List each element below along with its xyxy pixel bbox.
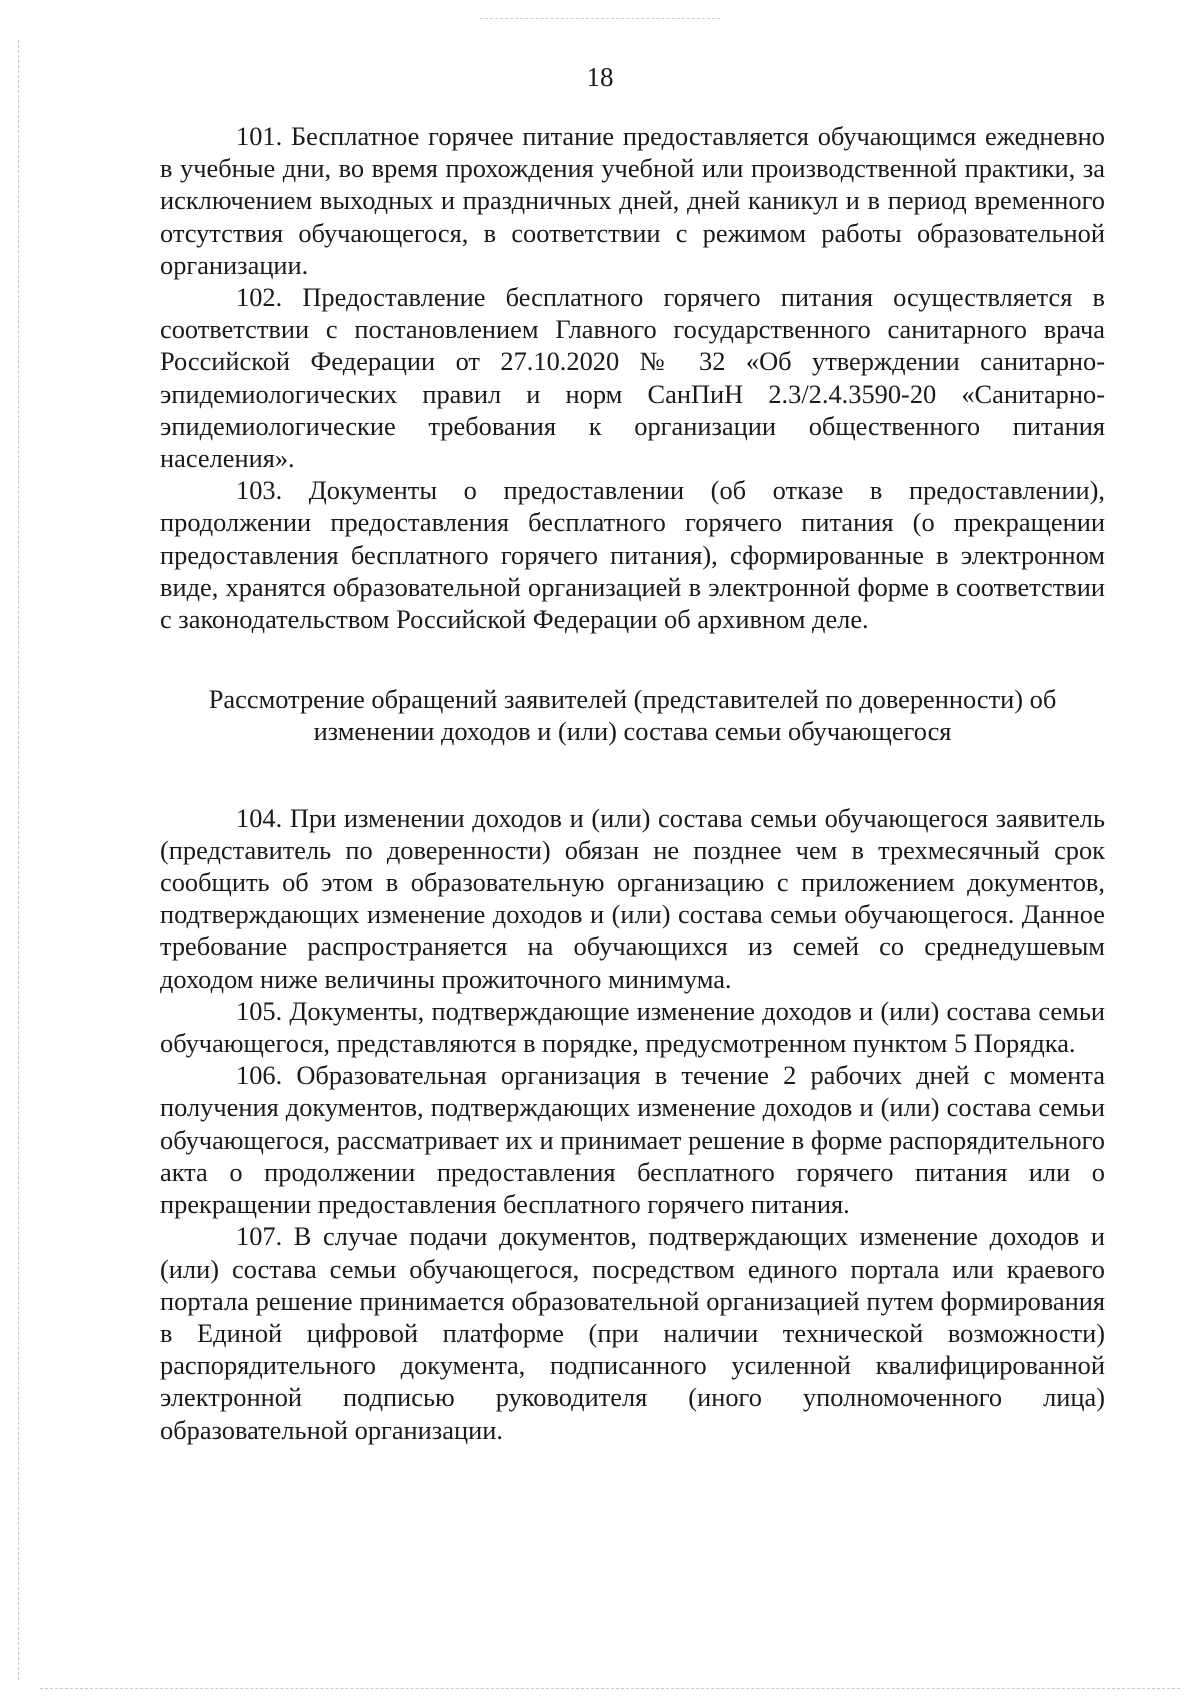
paragraph-101: 101. Бесплатное горячее питание предоставляется обучающимся ежедневно в учебные дни, во время прохождения учебной или производственной практики, за исключением выходных и праздничных дней, дней каникул и в период временного отсутствия обучающегося, в соответствии с режимом работы образовательной организации. (160, 121, 1105, 280)
paragraph-103: 103. Документы о предоставлении (об отказе в предоставлении), продолжении предоставления бесплатного горячего питания (о прекращении предоставления бесплатного горячего питания), сформированные в электронном виде, хранятся образовательной организацией в электронной форме в соответствии с законодательством Российской Федерации об архивном деле. (160, 475, 1105, 635)
section-heading-line-2: изменении доходов и (или) состава семьи обучающегося (313, 716, 952, 747)
paragraph-102: 102. Предоставление бесплатного горячего питания осуществляется в соответствии с постановлением Главного государственного санитарного врача Российской Федерации от 27.10.2020 № 32 «Об утверждении санитарно-эпидемиологических правил и норм СанПиН 2.3/2.4.3590-20 «Санитарно-эпидемиологические требования к организации общественного питания населения». (160, 282, 1105, 474)
section-heading (160, 683, 1105, 747)
scan-edge-top (480, 18, 720, 19)
section-heading-line-1: Рассмотрение обращений заявителей (представителей по доверенности) об (208, 684, 1057, 715)
scan-edge-left (18, 40, 19, 1680)
paragraph-105: 105. Документы, подтверждающие изменение доходов и (или) состава семьи обучающегося, представляются в порядке, предусмотренном пунктом 5 Порядка. (160, 995, 1105, 1059)
page-number: 18 (586, 62, 614, 92)
paragraph-106: 106. Образовательная организация в течение 2 рабочих дней с момента получения документов, подтверждающих изменение доходов и (или) состава семьи обучающегося, рассматривает их и принимает решение в форме распорядительного акта о продолжении предоставления бесплатного горячего питания или о прекращении предоставления бесплатного горячего питания. (160, 1060, 1105, 1220)
paragraph-107: 107. В случае подачи документов, подтверждающих изменение доходов и (или) состава семьи обучающегося, посредством единого портала или краевого портала решение принимается образовательной организацией путем формирования в Единой цифровой платформе (при наличии технической возможности) распорядительного документа, подписанного усиленной квалифицированной электронной подписью руководителя (иного уполномоченного лица) образовательной организации. (160, 1221, 1105, 1445)
paragraph-104: 104. При изменении доходов и (или) состава семьи обучающегося заявитель (представитель по доверенности) обязан не позднее чем в трехмесячный срок сообщить об этом в образовательную организацию с приложением документов, подтверждающих изменение доходов и (или) состава семьи обучающегося. Данное требование распространяется на обучающихся из семей со среднедушевым доходом ниже величины прожиточного минимума. (160, 802, 1105, 994)
document-body (160, 120, 1105, 1446)
scan-edge-bottom (40, 1688, 1180, 1689)
